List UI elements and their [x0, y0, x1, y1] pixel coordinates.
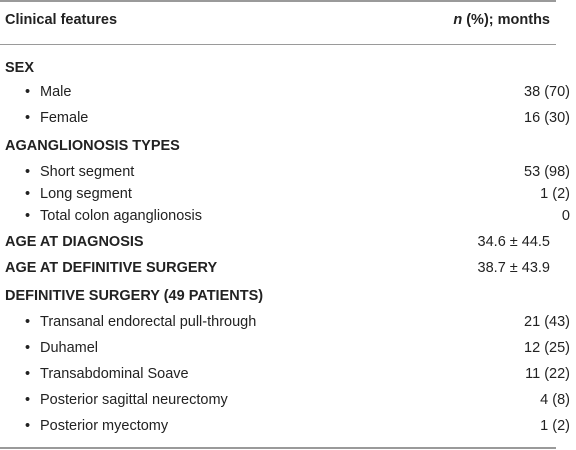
row-label: Short segment — [40, 164, 135, 180]
row-label: Duhamel — [40, 340, 99, 356]
row-label: Posterior sagittal neurectomy — [40, 392, 228, 408]
bottom-rule — [0, 447, 556, 449]
table-row — [20, 182, 576, 206]
table-row — [20, 388, 576, 412]
section-label: DEFINITIVE SURGERY (49 PATIENTS) — [5, 288, 264, 304]
section-row — [0, 256, 556, 280]
bullet-icon: • — [25, 392, 31, 408]
row-label: Posterior myectomy — [40, 418, 169, 434]
row-label: Long segment — [40, 186, 132, 202]
bullet-icon: • — [25, 340, 31, 356]
row-value: 1 (2) — [540, 186, 570, 202]
row-label: Total colon aganglionosis — [40, 208, 203, 224]
bullet-icon: • — [25, 110, 31, 126]
row-value: 38.7 ± 43.9 — [477, 260, 550, 276]
row-value: 0 — [561, 208, 570, 224]
section-row — [0, 56, 556, 80]
table-row — [20, 336, 576, 360]
table-header-row — [0, 8, 556, 32]
column-header-value — [453, 8, 550, 32]
row-value: 11 (22) — [525, 366, 570, 382]
table-row — [20, 310, 576, 334]
section-row — [0, 284, 556, 308]
row-value: 21 (43) — [524, 314, 570, 330]
section-label: AGE AT DIAGNOSIS — [5, 234, 144, 250]
table-row — [20, 204, 576, 228]
row-value: 38 (70) — [524, 84, 570, 100]
table-row — [20, 414, 576, 438]
bullet-icon: • — [25, 418, 31, 434]
row-label: Transanal endorectal pull-through — [40, 314, 257, 330]
header-rule — [0, 44, 556, 45]
bullet-icon: • — [25, 366, 31, 382]
column-header-clinical-features: Clinical features — [5, 12, 118, 28]
table-row — [20, 106, 576, 130]
section-label: SEX — [5, 60, 35, 76]
row-value: 1 (2) — [540, 418, 570, 434]
row-label: Female — [40, 110, 89, 126]
row-value: 16 (30) — [524, 110, 570, 126]
bullet-icon: • — [25, 186, 31, 202]
bullet-icon: • — [25, 314, 31, 330]
bullet-icon: • — [25, 84, 31, 100]
bullet-icon: • — [25, 208, 31, 224]
section-row — [0, 134, 556, 158]
table-row — [20, 362, 576, 386]
row-label: Transabdominal Soave — [40, 366, 189, 382]
section-row — [0, 230, 556, 254]
row-value: 53 (98) — [524, 164, 570, 180]
bullet-icon: • — [25, 164, 31, 180]
column-header-n: n — [453, 12, 463, 28]
row-label: Male — [40, 84, 72, 100]
column-header-units: (%); months — [462, 12, 550, 28]
table-row — [20, 80, 576, 104]
row-value: 4 (8) — [540, 392, 570, 408]
section-label: AGANGLIONOSIS TYPES — [5, 138, 180, 154]
row-value: 12 (25) — [524, 340, 570, 356]
table-row — [20, 160, 576, 184]
row-value: 34.6 ± 44.5 — [477, 234, 550, 250]
section-label: AGE AT DEFINITIVE SURGERY — [5, 260, 218, 276]
top-rule — [0, 0, 556, 2]
